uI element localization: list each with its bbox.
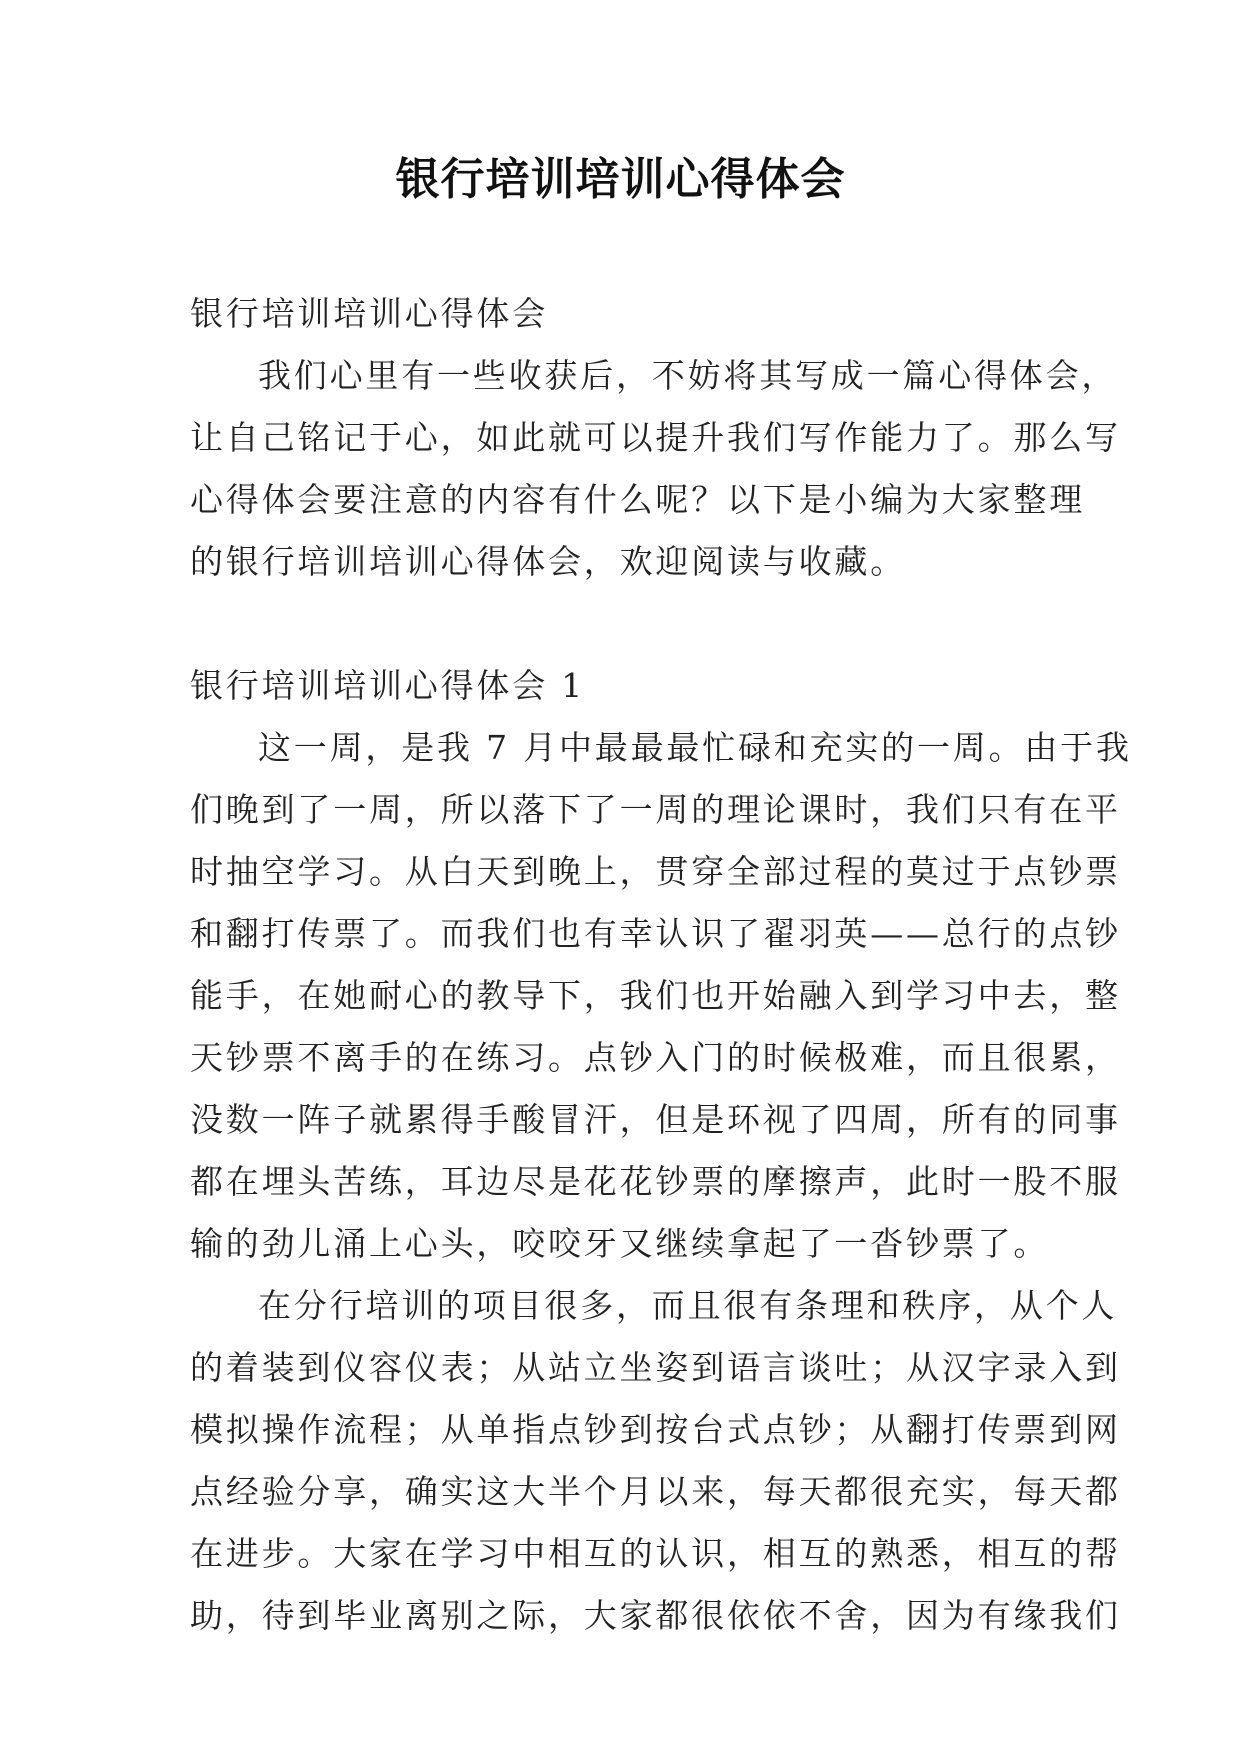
paragraph-line: 让自己铭记于心，如此就可以提升我们写作能力了。那么写 xyxy=(190,418,1121,457)
paragraph-line: 助，待到毕业离别之际，大家都很依依不舍，因为有缘我们 xyxy=(190,1596,1121,1635)
paragraph-line: 没数一阵子就累得手酸冒汗，但是环视了四周，所有的同事 xyxy=(190,1100,1121,1139)
paragraph-line: 都在埋头苦练，耳边尽是花花钞票的摩擦声，此时一股不服 xyxy=(190,1162,1121,1201)
intro-paragraph xyxy=(190,345,1121,593)
paragraph-line: 时抽空学习。从白天到晚上，贯穿全部过程的莫过于点钞票 xyxy=(190,852,1121,891)
paragraph-line: 模拟操作流程；从单指点钞到按台式点钞；从翻打传票到网 xyxy=(190,1410,1121,1449)
paragraph-line: 们晚到了一周，所以落下了一周的理论课时，我们只有在平 xyxy=(190,790,1121,829)
section1-paragraph-2 xyxy=(190,1275,1121,1647)
paragraph-line: 天钞票不离手的在练习。点钞入门的时候极难，而且很累， xyxy=(190,1038,1121,1077)
paragraph-line: 我们心里有一些收获后，不妨将其写成一篇心得体会， xyxy=(258,356,1118,395)
section1-paragraph-1 xyxy=(190,717,1132,1275)
paragraph-line: 的银行培训培训心得体会，欢迎阅读与收藏。 xyxy=(190,542,906,581)
document-title: 银行培训培训心得体会 xyxy=(395,154,846,205)
paragraph-line: 在分行培训的项目很多，而且很有条理和秩序，从个人 xyxy=(258,1286,1118,1325)
paragraph-line: 的着装到仪容仪表；从站立坐姿到语言谈吐；从汉字录入到 xyxy=(190,1348,1121,1387)
paragraph-line: 心得体会要注意的内容有什么呢？以下是小编为大家整理 xyxy=(190,480,1085,519)
paragraph-line: 这一周，是我 7 月中最最最忙碌和充实的一周。由于我 xyxy=(258,728,1132,767)
paragraph-line: 输的劲儿涌上心头，咬咬牙又继续拿起了一沓钞票了。 xyxy=(190,1224,1050,1263)
document-subtitle: 银行培训培训心得体会 xyxy=(190,294,548,333)
paragraph-line: 在进步。大家在学习中相互的认识，相互的熟悉，相互的帮 xyxy=(190,1534,1121,1573)
paragraph-spacer xyxy=(190,593,1050,655)
paragraph-line: 能手，在她耐心的教导下，我们也开始融入到学习中去，整 xyxy=(190,976,1121,1015)
paragraph-line: 点经验分享，确实这大半个月以来，每天都很充实，每天都 xyxy=(190,1472,1121,1511)
document-body xyxy=(190,283,1132,1647)
paragraph-line: 和翻打传票了。而我们也有幸认识了翟羽英——总行的点钞 xyxy=(190,914,1121,953)
section-heading: 银行培训培训心得体会 1 xyxy=(190,666,586,705)
